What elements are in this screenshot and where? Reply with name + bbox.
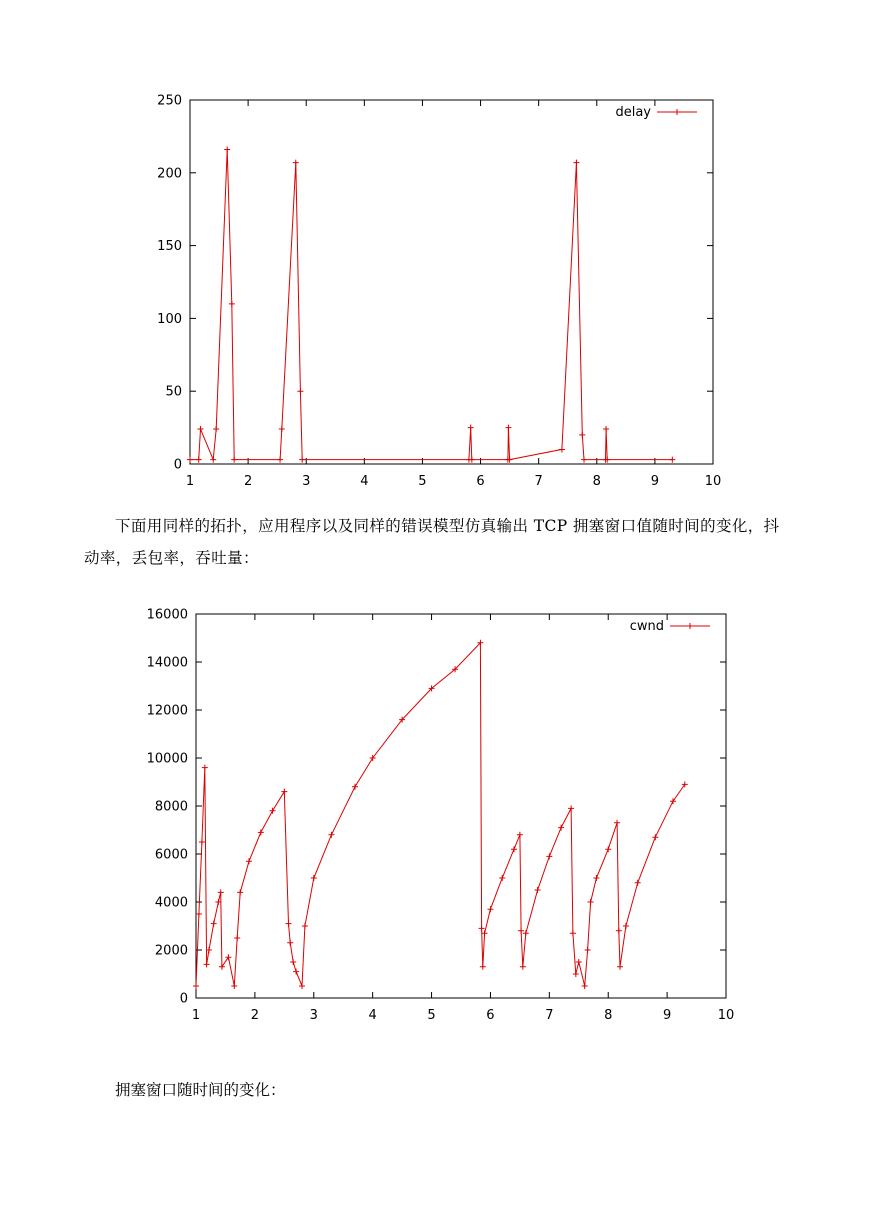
data-point <box>482 930 488 936</box>
legend-marker <box>674 109 680 115</box>
data-point <box>573 971 579 977</box>
y-tick-label: 250 <box>157 93 182 109</box>
data-point <box>293 160 299 166</box>
y-tick-label: 12000 <box>146 703 188 719</box>
data-point <box>219 964 225 970</box>
data-point <box>204 961 210 967</box>
legend-marker <box>687 623 693 629</box>
data-point <box>202 765 208 771</box>
data-point <box>614 820 620 826</box>
data-point <box>193 983 199 989</box>
x-tick-label: 6 <box>486 1008 495 1023</box>
data-point <box>579 432 585 438</box>
data-point <box>558 825 564 831</box>
y-tick-label: 6000 <box>154 847 188 863</box>
data-point <box>311 875 317 881</box>
x-tick-label: 8 <box>604 1008 613 1023</box>
x-tick-label: 2 <box>250 1008 260 1023</box>
data-point <box>281 789 287 795</box>
data-point <box>605 846 611 852</box>
x-tick-label: 7 <box>545 1008 554 1023</box>
data-point <box>231 457 237 463</box>
series-line-cwnd <box>196 643 685 986</box>
data-point <box>546 853 552 859</box>
data-point <box>585 947 591 953</box>
y-tick-label: 0 <box>179 991 188 1007</box>
data-point <box>293 969 299 975</box>
data-point <box>652 834 658 840</box>
data-point <box>270 808 276 814</box>
data-point <box>511 846 517 852</box>
data-point <box>199 839 205 845</box>
data-point <box>277 457 283 463</box>
data-point <box>593 875 599 881</box>
data-point <box>299 983 305 989</box>
data-point <box>225 954 231 960</box>
data-point <box>285 921 291 927</box>
data-point <box>670 798 676 804</box>
data-point <box>487 906 493 912</box>
y-tick-label: 10000 <box>146 751 188 767</box>
data-point <box>568 805 574 811</box>
data-point <box>287 940 293 946</box>
series-line-delay <box>190 150 672 460</box>
data-point <box>535 887 541 893</box>
data-point <box>603 426 609 432</box>
data-point <box>231 983 237 989</box>
data-point <box>196 911 202 917</box>
data-point <box>302 923 308 929</box>
y-tick-label: 2000 <box>154 943 188 959</box>
data-point <box>224 147 230 153</box>
x-tick-label: 3 <box>309 1008 318 1023</box>
y-tick-label: 4000 <box>154 895 188 911</box>
data-point <box>480 964 486 970</box>
data-point <box>499 875 505 881</box>
data-point <box>213 426 219 432</box>
data-point <box>197 426 203 432</box>
x-tick-label: 1 <box>185 474 195 489</box>
data-point <box>299 457 305 463</box>
data-point <box>669 457 675 463</box>
data-point <box>576 959 582 965</box>
x-tick-label: 5 <box>427 1008 436 1023</box>
data-point <box>469 457 475 463</box>
data-point <box>290 959 296 965</box>
data-point <box>479 925 485 931</box>
x-tick-label: 7 <box>534 474 543 489</box>
x-tick-label: 10 <box>704 474 722 489</box>
x-tick-label: 2 <box>243 474 253 489</box>
data-point <box>616 928 622 934</box>
x-tick-label: 4 <box>360 474 369 489</box>
body-paragraph: 下面用同样的拓扑，应用程序以及同样的错误模型仿真输出 TCP 拥塞窗口值随时间的变化，抖动率，丢包率，吞吐量： <box>84 517 780 567</box>
data-point <box>218 889 224 895</box>
x-tick-label: 5 <box>418 474 427 489</box>
y-tick-label: 100 <box>157 311 182 327</box>
data-point <box>520 964 526 970</box>
data-point <box>635 880 641 886</box>
data-point <box>570 930 576 936</box>
data-point <box>328 832 334 838</box>
x-tick-label: 3 <box>302 474 311 489</box>
data-point <box>246 858 252 864</box>
data-point <box>210 457 216 463</box>
data-point <box>623 923 629 929</box>
y-tick-label: 50 <box>165 384 182 400</box>
data-point <box>234 935 240 941</box>
data-point <box>237 889 243 895</box>
x-tick-label: 10 <box>717 1008 735 1023</box>
figure-caption: 拥塞窗口随时间的变化： <box>115 1081 286 1099</box>
x-tick-label: 6 <box>476 474 485 489</box>
cwnd-chart <box>147 608 735 1024</box>
data-point <box>297 388 303 394</box>
data-point <box>279 426 285 432</box>
data-point <box>559 446 565 452</box>
data-point <box>468 425 474 431</box>
legend-label: delay <box>615 105 651 120</box>
y-tick-label: 14000 <box>146 655 188 671</box>
data-point <box>573 160 579 166</box>
data-point <box>617 964 623 970</box>
data-point <box>588 899 594 905</box>
x-tick-label: 9 <box>662 1008 672 1023</box>
y-tick-label: 200 <box>157 166 182 182</box>
data-point <box>581 457 587 463</box>
y-tick-label: 16000 <box>146 607 188 623</box>
data-point <box>196 457 202 463</box>
data-point <box>517 832 523 838</box>
legend-label: cwnd <box>629 619 664 634</box>
delay-chart <box>157 94 721 490</box>
y-tick-label: 150 <box>157 239 182 255</box>
x-tick-label: 8 <box>592 474 601 489</box>
data-point <box>505 425 511 431</box>
data-point <box>211 921 217 927</box>
data-point <box>682 781 688 787</box>
y-tick-label: 8000 <box>154 799 188 815</box>
x-tick-label: 1 <box>191 1008 201 1023</box>
data-point <box>258 829 264 835</box>
y-tick-label: 0 <box>173 457 182 473</box>
data-point <box>229 301 235 307</box>
x-tick-label: 4 <box>368 1008 377 1023</box>
plot-frame <box>190 100 713 464</box>
x-tick-label: 9 <box>650 474 660 489</box>
data-point <box>352 784 358 790</box>
data-point <box>187 457 193 463</box>
data-point <box>582 983 588 989</box>
